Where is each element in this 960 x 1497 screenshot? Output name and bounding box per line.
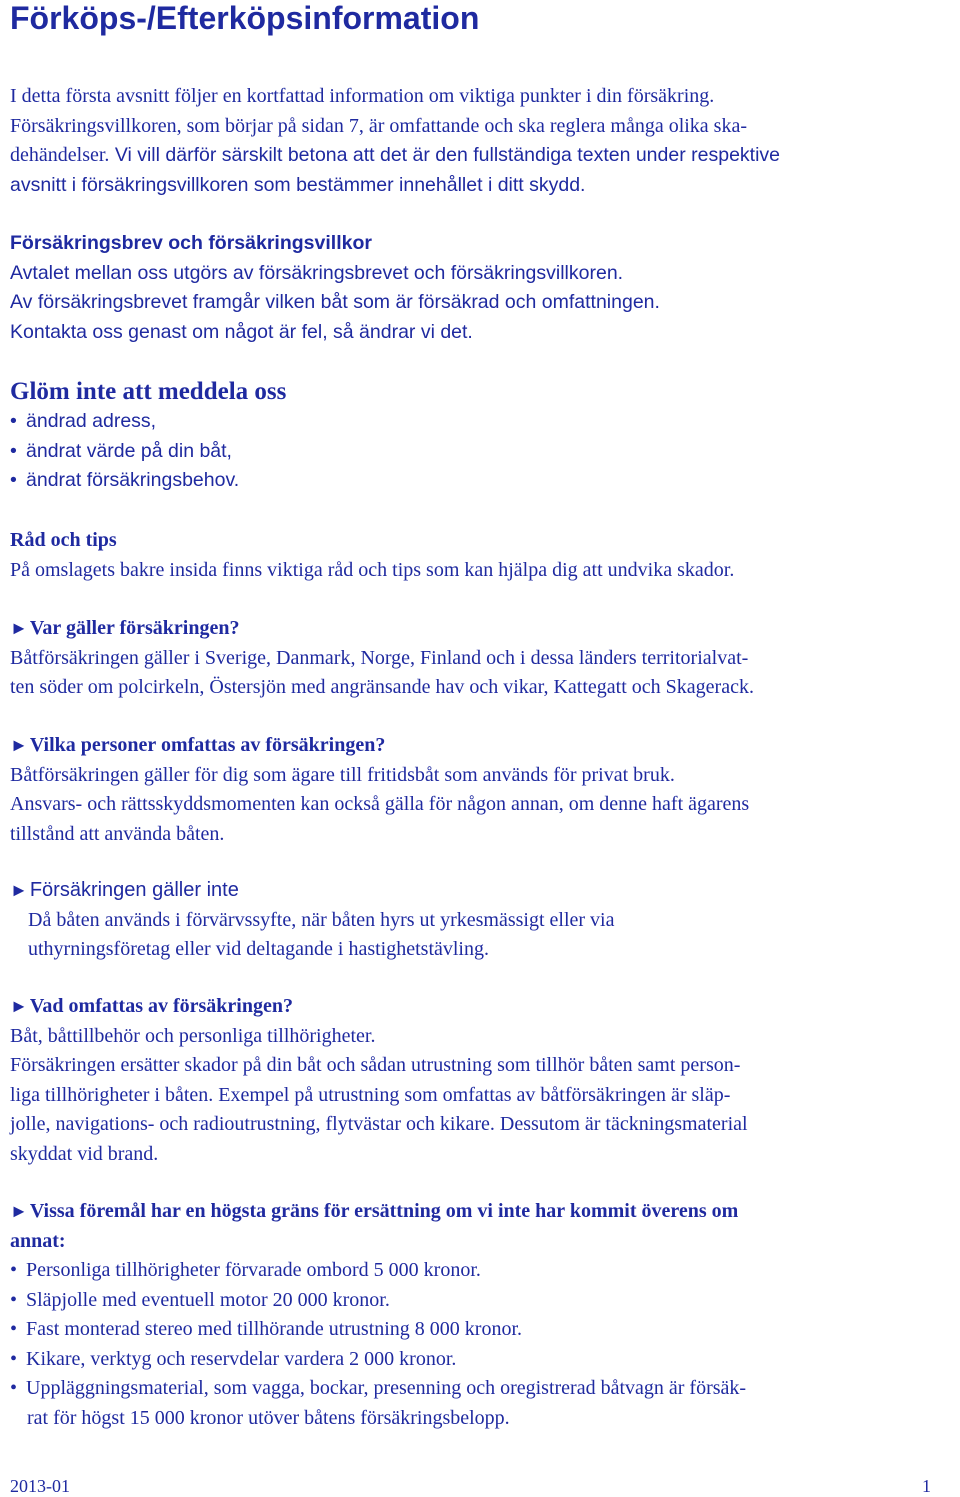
- bullet-icon: •: [10, 469, 17, 491]
- intro-line-1: I detta första avsnitt följer en kortfattad information om viktiga punkter i din försäkring.: [10, 85, 715, 107]
- arrow-right-icon: ►: [10, 735, 28, 755]
- section-line: Försäkringen ersätter skador på din båt och sådan utrustning som tillhör båten samt person-: [10, 1054, 741, 1076]
- list-item-text: ändrat försäkringsbehov.: [26, 469, 240, 491]
- list-item: [10, 1286, 945, 1316]
- list-item: [10, 1374, 945, 1404]
- footer-page-number: 1: [922, 1476, 931, 1496]
- bullet-icon: •: [10, 439, 17, 462]
- section-line: liga tillhörigheter i båten. Exempel på utrustning som omfattas av båtförsäkringen är släp-: [10, 1083, 731, 1106]
- arrow-right-icon: ►: [10, 618, 28, 638]
- section-line: Avtalet mellan oss utgörs av försäkringsbrevet och försäkringsvillkoren.: [10, 261, 624, 284]
- section-heading: Försäkringsbrev och försäkringsvillkor: [10, 232, 372, 254]
- section-rad-och-tips: [10, 526, 945, 585]
- section-heading: [10, 614, 945, 644]
- list-item-continued: rat för högst 15 000 kronor utöver båtens försäkringsbelopp.: [27, 1406, 510, 1429]
- section-line: tillstånd att använda båten.: [10, 822, 225, 845]
- section-line: På omslagets bakre insida finns viktiga råd och tips som kan hjälpa dig att undvika skador.: [10, 558, 735, 581]
- section-line: Båt, båttillbehör och personliga tillhörigheter.: [10, 1024, 376, 1047]
- list-item: [10, 1345, 945, 1375]
- list-item-text: ändrad adress,: [26, 410, 157, 432]
- list-item: [10, 1256, 945, 1286]
- intro-line-4: avsnitt i försäkringsvillkoren som bestämmer innehållet i ditt skydd.: [10, 173, 586, 196]
- arrow-right-icon: ►: [10, 996, 28, 1016]
- list-item-text: Uppläggningsmaterial, som vagga, bockar, presenning och oregistrerad båtvagn är försäk-: [26, 1377, 747, 1399]
- list-item-text: Personliga tillhörigheter förvarade ombord 5 000 kronor.: [26, 1259, 481, 1281]
- section-heading-text: Var gäller försäkringen?: [29, 617, 240, 639]
- section-line: Då båten används i förvärvssyfte, när båten hyrs ut yrkesmässigt eller via: [28, 908, 615, 931]
- section-forsakringsbrev: [10, 229, 945, 347]
- intro-line-3-start: dehändelser.: [10, 144, 110, 166]
- section-glom-inte: [10, 377, 945, 496]
- intro-line-2: Försäkringsvillkoren, som börjar på sidan 7, är omfattande och ska reglera många olika ska-: [10, 114, 748, 137]
- section-line: ten söder om polcirkeln, Östersjön med angränsande hav och vikar, Kattegatt och Skagerack.: [10, 676, 754, 698]
- page-title: Förköps-/Efterköpsinformation: [10, 0, 480, 36]
- section-heading: Råd och tips: [10, 529, 117, 551]
- list-item: [10, 407, 945, 437]
- list-item: [10, 466, 945, 496]
- section-line: Kontakta oss genast om något är fel, så ändrar vi det.: [10, 320, 473, 343]
- bullet-icon: •: [10, 1288, 18, 1311]
- intro-line-3-end: Vi vill därför särskilt betona att det är den fullständiga texten under respektive: [109, 144, 781, 166]
- section-line: Båtförsäkringen gäller i Sverige, Danmark, Norge, Finland och i dessa länders territorialvat-: [10, 646, 749, 669]
- bullet-icon: •: [10, 1347, 18, 1370]
- bullet-icon: •: [10, 1377, 18, 1399]
- bullet-icon: •: [10, 1318, 18, 1340]
- footer-date: 2013-01: [10, 1476, 70, 1496]
- section-line: jolle, navigations- och radioutrustning, flytvästar och kikare. Dessutom är täckningsmaterial: [10, 1113, 748, 1135]
- list-item-text: Kikare, verktyg och reservdelar vardera 2 000 kronor.: [26, 1347, 457, 1370]
- section-heading: [10, 876, 945, 906]
- section-heading-text: Vilka personer omfattas av försäkringen?: [29, 734, 386, 756]
- section-vissa-foremal: [10, 1197, 945, 1433]
- list-item: [10, 1315, 945, 1345]
- section-line: uthyrningsföretag eller vid deltagande i hastighetstävling.: [28, 938, 489, 960]
- section-line: Av försäkringsbrevet framgår vilken båt som är försäkrad och omfattningen.: [10, 291, 660, 313]
- list-item-text: Fast monterad stereo med tillhörande utrustning 8 000 kronor.: [26, 1318, 523, 1340]
- bullet-icon: •: [10, 1259, 18, 1281]
- section-vad-omfattas: [10, 992, 945, 1169]
- list-item-text: ändrat värde på din båt,: [26, 439, 232, 462]
- section-line: Båtförsäkringen gäller för dig som ägare till fritidsbåt som används för privat bruk.: [10, 763, 675, 786]
- section-line: skyddat vid brand.: [10, 1142, 159, 1165]
- arrow-right-icon: ►: [10, 880, 28, 900]
- bullet-icon: •: [10, 410, 17, 432]
- section-galler-inte: [10, 876, 945, 965]
- section-vilka-personer: [10, 731, 945, 849]
- section-heading-text: Vad omfattas av försäkringen?: [29, 995, 293, 1017]
- section-heading: [10, 992, 945, 1022]
- section-heading-continued: annat:: [10, 1229, 66, 1252]
- section-heading: Glöm inte att meddela oss: [10, 378, 287, 405]
- intro-line-3: [10, 141, 945, 171]
- section-heading: [10, 1197, 945, 1227]
- section-line: Ansvars- och rättsskyddsmomenten kan också gälla för någon annan, om denne haft ägarens: [10, 793, 750, 815]
- section-var-galler: [10, 614, 945, 703]
- arrow-right-icon: ►: [10, 1201, 28, 1221]
- list-item-text: Släpjolle med eventuell motor 20 000 kronor.: [26, 1288, 390, 1311]
- section-heading-text: Försäkringen gäller inte: [29, 879, 239, 901]
- section-heading-text: Vissa föremål har en högsta gräns för ersättning om vi inte har kommit överens om: [29, 1200, 739, 1222]
- intro-paragraph: [10, 82, 945, 200]
- section-heading: [10, 731, 945, 761]
- list-item: [10, 437, 945, 467]
